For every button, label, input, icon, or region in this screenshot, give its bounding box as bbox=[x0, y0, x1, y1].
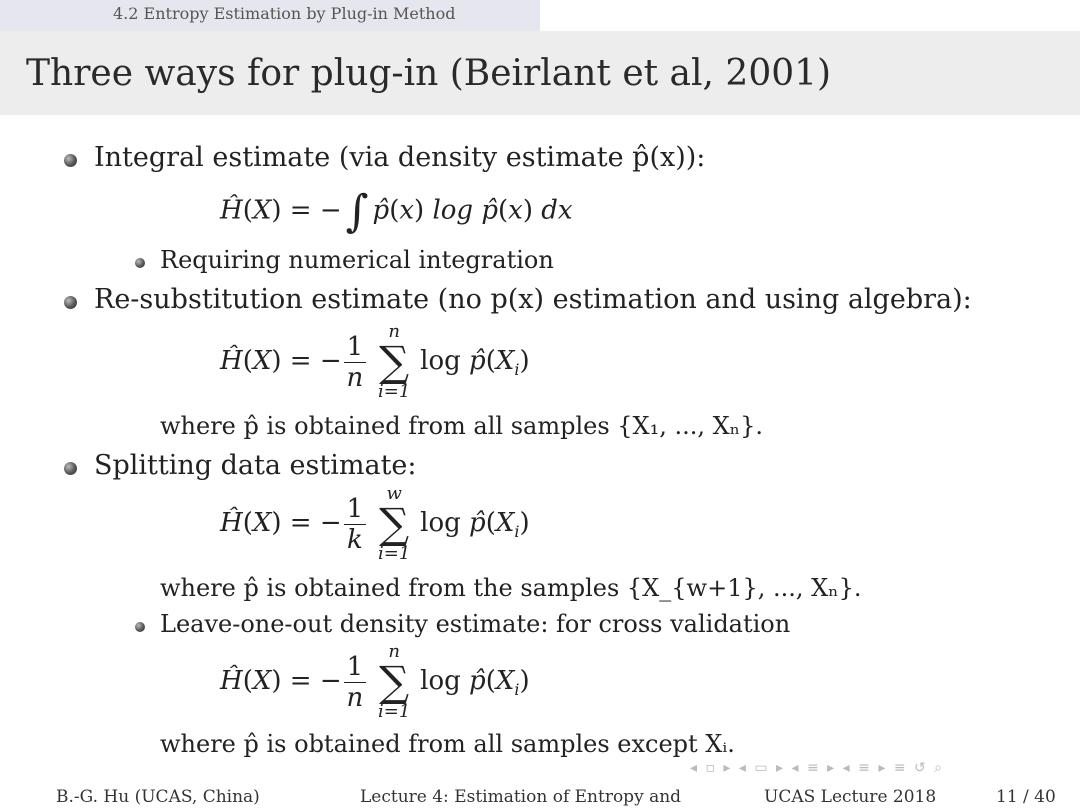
note-leave-one-out: where p̂ is obtained from all samples except Xᵢ. bbox=[160, 730, 735, 758]
item-leave-one-out: Leave-one-out density estimate: for cross validation bbox=[160, 610, 791, 638]
footer bbox=[0, 782, 1080, 810]
nav-left-icon[interactable]: ◂ ▫ ▸ ◂ ▭ ▸ ◂ ≡ ▸ ◂ ≡ ▸ bbox=[690, 760, 888, 776]
sub-bullet-icon bbox=[135, 258, 145, 268]
item-resubstitution-estimate: Re-substitution estimate (no p(x) estimation and using algebra): bbox=[94, 284, 972, 315]
footer-author: B.-G. Hu (UCAS, China) bbox=[56, 787, 260, 807]
equation-integral: Ĥ(X) = −∫ p̂(x) log p̂(x) dx bbox=[220, 186, 573, 237]
bullet-icon bbox=[64, 296, 77, 309]
equation-resubstitution: Ĥ(X) = − $\frac{1}{n}$ n ∑ i=1 $\log p̂(X_i)$ bbox=[220, 321, 530, 402]
slide-title: Three ways for plug-in (Beirlant et al, 2001) bbox=[26, 53, 832, 94]
beamer-navigation[interactable] bbox=[690, 760, 944, 776]
bullet-icon bbox=[64, 154, 77, 167]
section-title: 4.2 Entropy Estimation by Plug-in Method bbox=[113, 4, 456, 23]
equation-splitting: Ĥ(X) = − $\frac{1}{k}$ w ∑ i=1 $\log p̂(X_i)$ bbox=[220, 483, 530, 564]
footer-page-number: 11 / 40 bbox=[996, 787, 1056, 807]
item-integral-estimate: Integral estimate (via density estimate p̂(x)): bbox=[94, 142, 706, 173]
sub-bullet-icon bbox=[135, 622, 145, 632]
note-resubstitution: where p̂ is obtained from all samples {X₁, ..., Xₙ}. bbox=[160, 412, 764, 440]
item-splitting-estimate: Splitting data estimate: bbox=[94, 450, 417, 481]
note-splitting: where p̂ is obtained from the samples {X_{w+1}, ..., Xₙ}. bbox=[160, 574, 862, 602]
footer-lecture: Lecture 4: Estimation of Entropy and bbox=[360, 787, 682, 807]
section-bar bbox=[0, 0, 540, 31]
bullet-icon bbox=[64, 462, 77, 475]
footer-course: UCAS Lecture 2018 bbox=[764, 787, 937, 807]
nav-search-icon[interactable]: ≡ ↺ ⌕ bbox=[893, 760, 945, 776]
title-bar bbox=[0, 31, 1080, 115]
equation-leave-one-out: Ĥ(X) = − $\frac{1}{n}$ n ∑ i=1 $\log p̂(X_i)$ bbox=[220, 641, 530, 722]
item-numerical-integration: Requiring numerical integration bbox=[160, 246, 554, 274]
